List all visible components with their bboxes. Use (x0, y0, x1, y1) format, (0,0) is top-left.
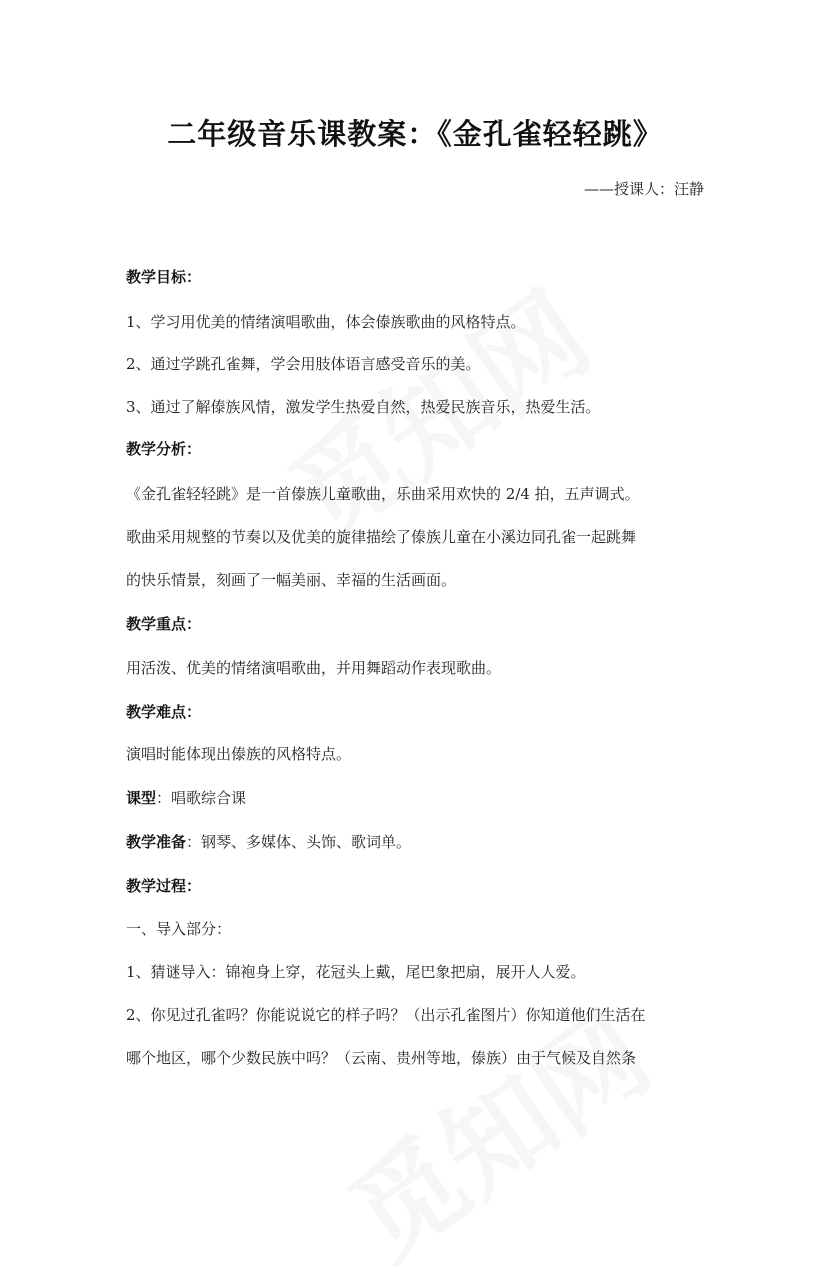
analysis-heading: 教学分析： (126, 440, 202, 458)
objectives-heading: 教学目标： (126, 268, 202, 286)
process-item: 1、猜谜导入：锦袍身上穿，花冠头上戴，尾巴象把扇，展开人人爱。 (126, 963, 586, 981)
lesson-type (126, 787, 246, 808)
process-item: 哪个地区，哪个少数民族中吗？（云南、贵州等地，傣族）由于气候及自然条 (126, 1049, 637, 1067)
analysis-line: 歌曲采用规整的节奏以及优美的旋律描绘了傣族儿童在小溪边同孔雀一起跳舞 (126, 528, 637, 546)
difficulties-text: 演唱时能体现出傣族的风格特点。 (126, 745, 352, 763)
key-points-text: 用活泼、优美的情绪演唱歌曲，并用舞蹈动作表现歌曲。 (126, 659, 502, 677)
process-section: 一、导入部分： (126, 920, 232, 938)
process-heading: 教学过程： (126, 877, 202, 895)
preparation-label: 教学准备 (126, 833, 187, 851)
process-item: 2、你见过孔雀吗？你能说说它的样子吗？（出示孔雀图片）你知道他们生活在 (126, 1006, 646, 1024)
objective-item: 2、通过学跳孔雀舞，学会用肢体语言感受音乐的美。 (126, 355, 481, 373)
lesson-type-label: 课型 (126, 789, 157, 807)
objective-item: 3、通过了解傣族风情，激发学生热爱自然，热爱民族音乐，热爱生活。 (126, 398, 601, 416)
lesson-type-value: ：唱歌综合课 (156, 789, 247, 807)
objective-item: 1、学习用优美的情绪演唱歌曲，体会傣族歌曲的风格特点。 (126, 313, 526, 331)
preparation-value: ：钢琴、多媒体、头饰、歌词单。 (186, 833, 412, 851)
document-author: ——授课人：汪静 (583, 180, 704, 198)
key-points-heading: 教学重点： (126, 615, 202, 633)
analysis-line: 《金孔雀轻轻跳》是一首傣族儿童歌曲，乐曲采用欢快的 2/4 拍，五声调式。 (126, 485, 640, 503)
preparation (126, 831, 411, 852)
difficulties-heading: 教学难点： (126, 703, 202, 721)
analysis-line: 的快乐情景，刻画了一幅美丽、幸福的生活画面。 (126, 571, 457, 589)
document-title: 二年级音乐课教案：《金孔雀轻轻跳》 (167, 117, 663, 151)
